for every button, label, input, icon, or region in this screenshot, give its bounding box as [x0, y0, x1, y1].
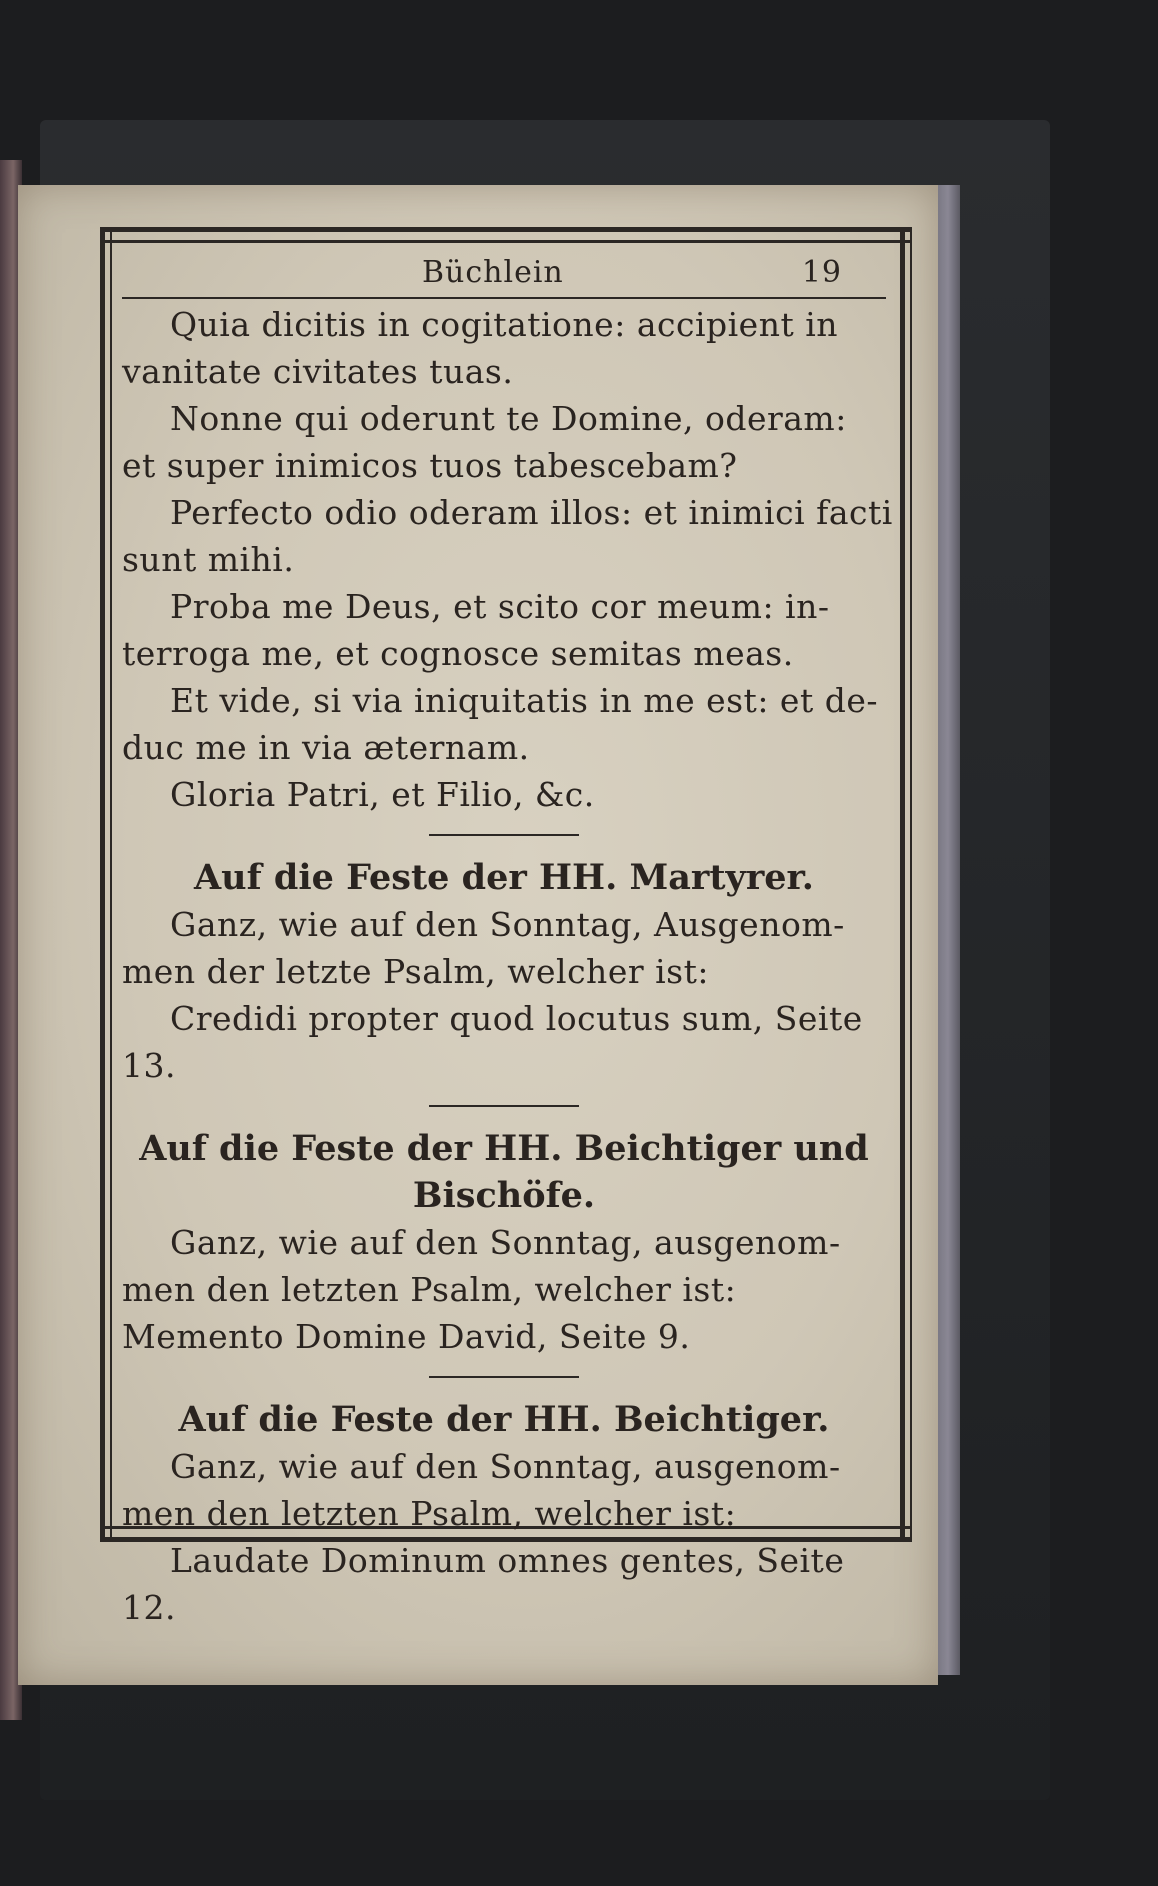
section-divider: [429, 1376, 579, 1378]
border-right-rule: [900, 227, 912, 1542]
text-line: men den letzten Psalm, welcher ist:: [122, 1494, 737, 1533]
section-heading: Auf die Feste der HH. Beichtiger.: [178, 1399, 830, 1440]
psalm-text: [122, 301, 893, 818]
text-line: sunt mihi.: [122, 540, 295, 579]
text-line: Ganz, wie auf den Sonntag, ausgenom-: [170, 1223, 841, 1262]
text-line: men der letzte Psalm, welcher ist:: [122, 952, 709, 991]
section-confessors: [122, 1396, 886, 1631]
text-line: et super inimicos tuos tabescebam?: [122, 446, 738, 485]
border-left-rule: [100, 227, 112, 1542]
text-line: Et vide, si via iniquitatis in me est: et de-: [170, 681, 879, 720]
text-line: Credidi propter quod locutus sum, Seite: [170, 999, 863, 1038]
text-line: vanitate civitates tuas.: [122, 352, 514, 391]
text-line: Ganz, wie auf den Sonntag, Ausgenom-: [170, 905, 845, 944]
border-top-rule: [100, 227, 912, 243]
text-line: 12.: [122, 1588, 176, 1627]
section-heading: Auf die Feste der HH. Martyrer.: [194, 857, 814, 898]
text-line: Gloria Patri, et Filio, &c.: [170, 775, 595, 814]
section-confessors-bishops: [122, 1125, 886, 1360]
page-header: [122, 247, 886, 299]
text-line: terroga me, et cognosce semitas meas.: [122, 634, 794, 673]
page-text: [122, 247, 893, 1627]
text-line: duc me in via æternam.: [122, 728, 530, 767]
section-divider: [429, 1105, 579, 1107]
page-number: 19: [801, 255, 842, 290]
text-line: Laudate Dominum omnes gentes, Seite: [170, 1541, 845, 1580]
section-divider: [429, 834, 579, 836]
section-heading: Auf die Feste der HH. Beichtiger und: [139, 1128, 869, 1169]
text-line: Perfecto odio oderam illos: et inimici facti: [170, 493, 893, 532]
text-line: Quia dicitis in cogitatione: accipient in: [170, 305, 839, 344]
text-line: 13.: [122, 1046, 176, 1085]
page-border-frame: [100, 227, 912, 1627]
text-line: Memento Domine David, Seite 9.: [122, 1317, 691, 1356]
text-line: men den letzten Psalm, welcher ist:: [122, 1270, 737, 1309]
book-page: [18, 185, 938, 1685]
text-line: Proba me Deus, et scito cor meum: in-: [170, 587, 830, 626]
section-martyrs: [122, 854, 886, 1089]
section-heading-continued: Bischöfe.: [412, 1175, 596, 1216]
running-head: Büchlein: [422, 255, 564, 290]
text-line: Ganz, wie auf den Sonntag, ausgenom-: [170, 1447, 841, 1486]
text-line: Nonne qui oderunt te Domine, oderam:: [170, 399, 847, 438]
